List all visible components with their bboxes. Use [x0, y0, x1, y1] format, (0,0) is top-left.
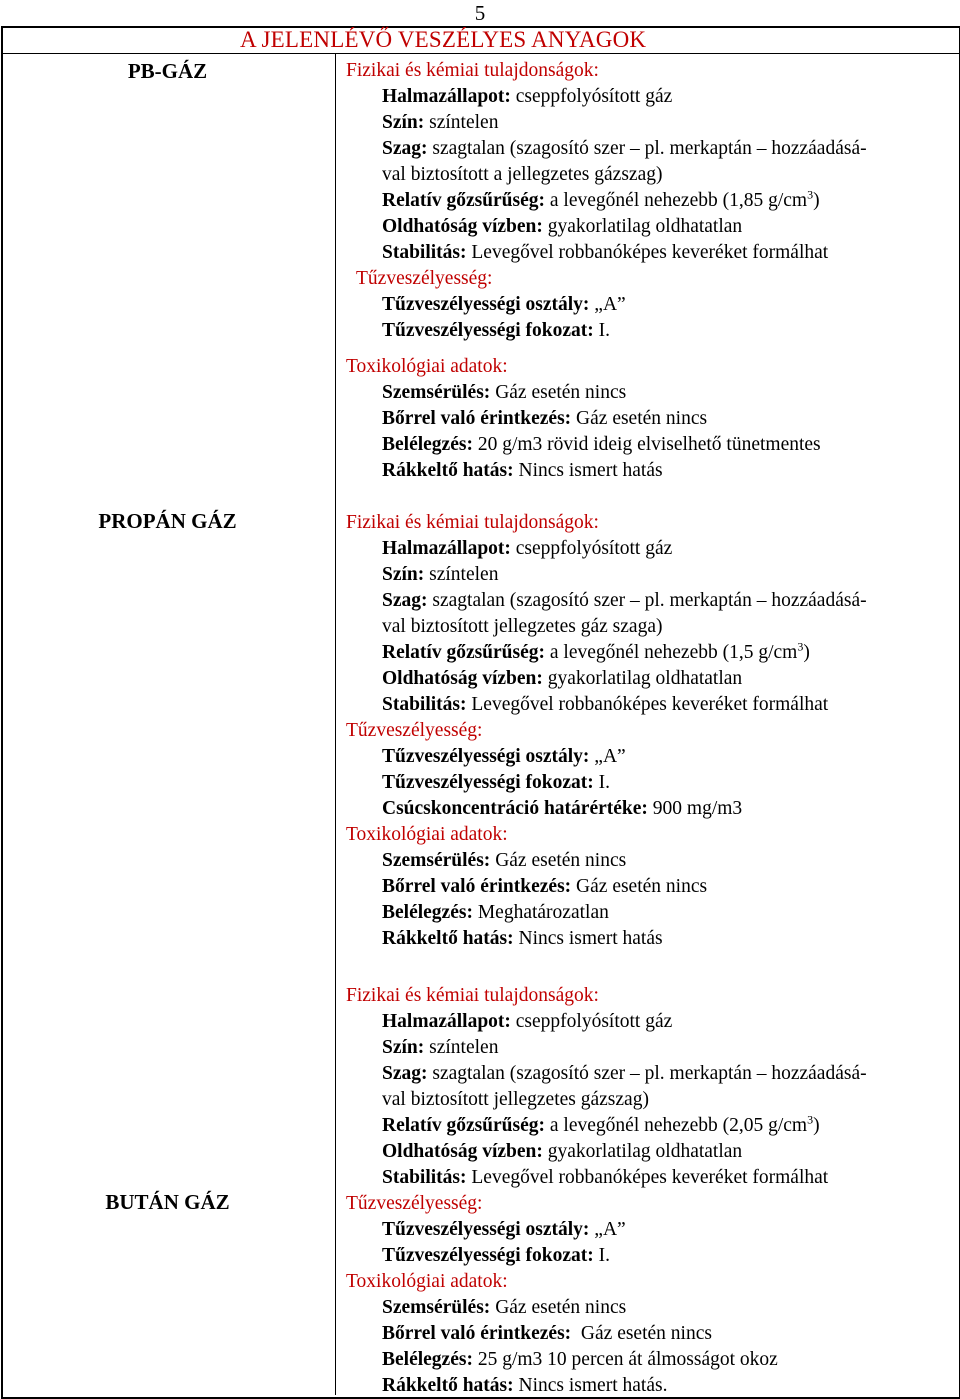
property-value: szagtalan (szagosító szer – pl. merkaptán – hozzáadásá-: [427, 138, 867, 159]
property-label: Halmazállapot:: [382, 538, 511, 559]
property-line: [382, 562, 498, 588]
property-label: Csúcskoncentráció határértéke:: [382, 798, 648, 819]
property-label: Halmazállapot:: [382, 1011, 511, 1032]
property-label: Szemsérülés:: [382, 850, 491, 871]
property-value: val biztosított a jellegzetes gázszag): [382, 164, 663, 185]
property-line: [382, 84, 672, 110]
property-line: [382, 188, 820, 214]
heading-label: Tűzveszélyesség:: [346, 1193, 483, 1214]
property-line: [382, 1295, 626, 1321]
property-label: Bőrrel való érintkezés:: [382, 1323, 572, 1344]
property-label: Szín:: [382, 112, 425, 133]
property-label: Oldhatóság vízben:: [382, 216, 543, 237]
property-value: gyakorlatilag oldhatatlan: [542, 1141, 743, 1162]
property-line: [382, 1087, 649, 1113]
property-line: [382, 162, 662, 188]
property-label: Szag:: [382, 590, 428, 611]
property-label: Relatív gőzsűrűség:: [382, 1115, 546, 1136]
property-value: val biztosított jellegzetes gázszag): [382, 1089, 649, 1110]
property-value: Gáz esetén nincs: [490, 382, 627, 403]
heading-label: Fizikai és kémiai tulajdonságok:: [346, 60, 599, 81]
property-label: Bőrrel való érintkezés:: [382, 876, 572, 897]
property-value-end: ): [813, 190, 820, 211]
property-label: Tűzveszélyességi fokozat:: [382, 320, 594, 341]
property-label: Tűzveszélyességi osztály:: [382, 1219, 590, 1240]
property-label: Rákkeltő hatás:: [382, 928, 514, 949]
property-line: [382, 110, 498, 136]
property-line: [382, 1009, 672, 1035]
table-title: A JELENLÉVŐ VESZÉLYES ANYAGOK: [240, 27, 647, 52]
section-heading: [346, 354, 508, 380]
property-value: gyakorlatilag oldhatatlan: [542, 216, 743, 237]
property-value: színtelen: [424, 1037, 499, 1058]
property-line: [382, 1061, 867, 1087]
property-value: Gáz esetén nincs: [490, 850, 627, 871]
property-line: [382, 796, 742, 822]
section-heading: [356, 266, 492, 292]
property-value: 20 g/m3 rövid ideig elviselhető tünetmentes: [472, 434, 821, 455]
heading-label: Toxikológiai adatok:: [346, 356, 508, 377]
property-label: Tűzveszélyességi osztály:: [382, 294, 590, 315]
property-line: [382, 1243, 610, 1269]
property-value: I.: [593, 1245, 610, 1266]
property-line: [382, 318, 610, 344]
property-value: a levegőnél nehezebb (1,85 g/cm: [545, 190, 808, 211]
property-line: [382, 926, 663, 952]
section-heading: [346, 58, 599, 84]
superscript: 3: [807, 1112, 814, 1127]
property-line: [382, 1165, 828, 1191]
property-value: val biztosított jellegzetes gáz szaga): [382, 616, 663, 637]
property-label: Halmazállapot:: [382, 86, 511, 107]
property-value: szagtalan (szagosító szer – pl. merkaptán – hozzáadásá-: [427, 1063, 867, 1084]
property-line: [382, 1373, 667, 1399]
property-line: [382, 136, 867, 162]
property-line: [382, 588, 867, 614]
property-value-end: ): [803, 642, 810, 663]
section-heading: [346, 983, 599, 1009]
property-value: „A”: [589, 294, 626, 315]
property-value: Meghatározatlan: [472, 902, 609, 923]
property-value: a levegőnél nehezebb (1,5 g/cm: [545, 642, 798, 663]
substance-name: PB-GÁZ: [127, 59, 208, 83]
property-label: Bőrrel való érintkezés:: [382, 408, 572, 429]
property-label: Szemsérülés:: [382, 382, 491, 403]
property-line: [382, 770, 610, 796]
property-line: [382, 292, 626, 318]
property-line: [382, 614, 662, 640]
property-label: Tűzveszélyességi fokozat:: [382, 772, 594, 793]
heading-label: Tűzveszélyesség:: [346, 720, 483, 741]
property-line: [382, 848, 626, 874]
property-label: Rákkeltő hatás:: [382, 1375, 514, 1396]
heading-label: Fizikai és kémiai tulajdonságok:: [346, 985, 599, 1006]
property-line: [382, 900, 609, 926]
property-value: Gáz esetén nincs: [490, 1297, 627, 1318]
property-line: [382, 380, 626, 406]
heading-label: Toxikológiai adatok:: [346, 1271, 508, 1292]
property-line: [382, 744, 626, 770]
property-value: Gáz esetén nincs: [571, 1323, 712, 1344]
property-line: [382, 536, 672, 562]
property-label: Relatív gőzsűrűség:: [382, 642, 546, 663]
property-value: cseppfolyósított gáz: [510, 86, 673, 107]
section-heading: [346, 510, 599, 536]
property-line: [382, 458, 663, 484]
property-value: Nincs ismert hatás.: [513, 1375, 668, 1396]
property-value: Levegővel robbanóképes keveréket formálhat: [466, 242, 829, 263]
property-label: Stabilitás:: [382, 694, 467, 715]
section-heading: [346, 822, 508, 848]
table-divider-horizontal: [1, 53, 959, 54]
property-label: Tűzveszélyességi fokozat:: [382, 1245, 594, 1266]
property-value: 900 mg/m3: [647, 798, 743, 819]
property-label: Belélegzés:: [382, 902, 473, 923]
property-label: Relatív gőzsűrűség:: [382, 190, 546, 211]
substance-name: PROPÁN GÁZ: [98, 509, 237, 533]
property-line: [382, 874, 707, 900]
property-value: Gáz esetén nincs: [571, 876, 708, 897]
superscript: 3: [797, 639, 804, 654]
section-heading: [346, 1269, 508, 1295]
property-label: Szín:: [382, 1037, 425, 1058]
heading-label: Tűzveszélyesség:: [356, 268, 493, 289]
heading-label: Fizikai és kémiai tulajdonságok:: [346, 512, 599, 533]
property-value: I.: [593, 320, 610, 341]
property-value: Nincs ismert hatás: [513, 460, 663, 481]
section-heading: [346, 718, 482, 744]
property-line: [382, 214, 742, 240]
property-value: I.: [593, 772, 610, 793]
property-label: Stabilitás:: [382, 1167, 467, 1188]
property-label: Szag:: [382, 1063, 428, 1084]
property-label: Szín:: [382, 564, 425, 585]
section-heading: [346, 1191, 482, 1217]
property-line: [382, 1321, 712, 1347]
table-divider-vertical: [335, 54, 336, 1395]
property-line: [382, 240, 828, 266]
property-value: szagtalan (szagosító szer – pl. merkaptán – hozzáadásá-: [427, 590, 867, 611]
property-line: [382, 1035, 498, 1061]
property-value-end: ): [813, 1115, 820, 1136]
property-line: [382, 432, 821, 458]
superscript: 3: [807, 187, 814, 202]
property-line: [382, 1347, 778, 1373]
property-label: Oldhatóság vízben:: [382, 668, 543, 689]
heading-label: Toxikológiai adatok:: [346, 824, 508, 845]
substance-name: BUTÁN GÁZ: [105, 1190, 230, 1214]
property-label: Szag:: [382, 138, 428, 159]
page-number: 5: [474, 1, 486, 25]
property-value: cseppfolyósított gáz: [510, 1011, 673, 1032]
property-label: Rákkeltő hatás:: [382, 460, 514, 481]
property-label: Szemsérülés:: [382, 1297, 491, 1318]
property-label: Stabilitás:: [382, 242, 467, 263]
property-label: Belélegzés:: [382, 1349, 473, 1370]
property-value: 25 g/m3 10 percen át álmosságot okoz: [472, 1349, 778, 1370]
property-value: színtelen: [424, 564, 499, 585]
property-line: [382, 406, 707, 432]
property-value: Gáz esetén nincs: [571, 408, 708, 429]
property-line: [382, 1217, 626, 1243]
property-value: „A”: [589, 1219, 626, 1240]
property-line: [382, 666, 742, 692]
property-value: Levegővel robbanóképes keveréket formálhat: [466, 1167, 829, 1188]
property-line: [382, 640, 810, 666]
property-value: Nincs ismert hatás: [513, 928, 663, 949]
property-line: [382, 692, 828, 718]
property-value: cseppfolyósított gáz: [510, 538, 673, 559]
property-value: Levegővel robbanóképes keveréket formálhat: [466, 694, 829, 715]
property-label: Tűzveszélyességi osztály:: [382, 746, 590, 767]
property-value: „A”: [589, 746, 626, 767]
property-label: Oldhatóság vízben:: [382, 1141, 543, 1162]
property-value: a levegőnél nehezebb (2,05 g/cm: [545, 1115, 808, 1136]
property-line: [382, 1139, 742, 1165]
property-value: gyakorlatilag oldhatatlan: [542, 668, 743, 689]
property-label: Belélegzés:: [382, 434, 473, 455]
property-line: [382, 1113, 820, 1139]
property-value: színtelen: [424, 112, 499, 133]
